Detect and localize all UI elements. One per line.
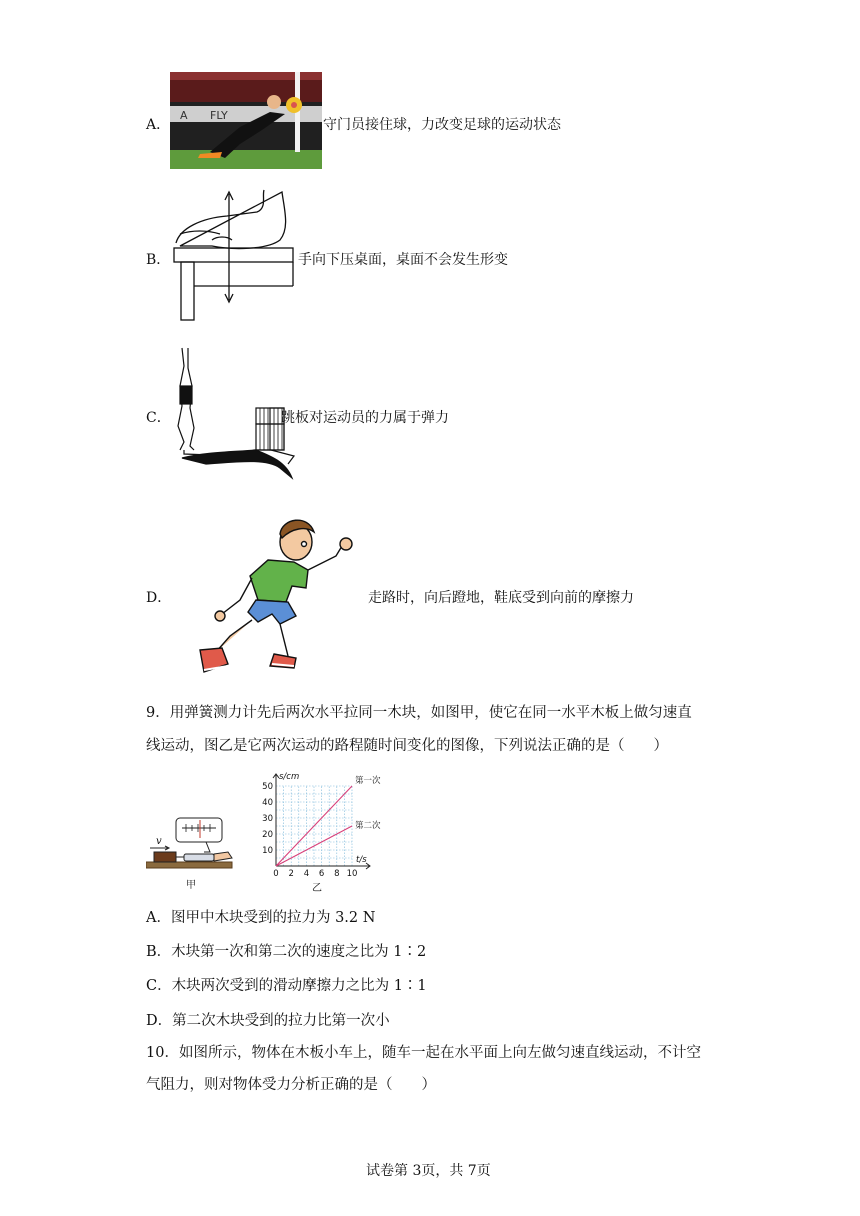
y-tick-label: 10 [262,846,273,856]
series-label: 第二次 [355,821,381,831]
fig-jia-caption: 甲 [186,880,196,891]
q9-stem-line2: 线运动，图乙是它两次运动的路程随时间变化的图像，下列说法正确的是（ ） [146,738,668,754]
page-footer: 试卷第 3页，共 7页 [366,1163,491,1179]
option-b-text: 手向下压桌面，桌面不会发生形变 [298,252,508,268]
x-tick-label: 6 [318,869,325,879]
fig-jia-spring-scale [146,816,236,894]
x-axis-label: t/s [356,855,367,865]
q9-choice-d: D．第二次木块受到的拉力比第一次小 [146,1013,390,1029]
x-tick-label: 4 [303,869,310,879]
fig-yi-chart [256,768,386,894]
option-b-label: B． [146,252,171,268]
fig-jia-velocity-label: v [156,836,162,847]
x-tick-label: 0 [273,869,279,879]
q10-stem-line2: 气阻力，则对物体受力分析正确的是（ ） [146,1077,436,1093]
option-a-text: 守门员接住球，力改变足球的运动状态 [323,117,561,133]
goalkeeper-photo [170,72,322,169]
option-c-label: C． [146,410,171,426]
option-c-text: 跳板对运动员的力属于弹力 [281,410,449,426]
y-tick-label: 20 [262,830,273,840]
option-a-label: A． [146,117,171,133]
s-t-graph [256,768,386,894]
q9-choice-b: B．木块第一次和第二次的速度之比为 1∶2 [146,944,427,960]
series-label: 第一次 [355,776,381,786]
q9-choice-c: C．木块两次受到的滑动摩擦力之比为 1∶1 [146,978,427,994]
y-tick-label: 30 [262,814,273,824]
x-tick-label: 10 [346,869,358,879]
option-d-label: D． [146,590,172,606]
x-tick-label: 8 [334,869,340,879]
q9-choice-a: A．图甲中木块受到的拉力为 3.2 N [146,910,376,926]
q10-stem-line1: 10．如图所示，物体在木板小车上，随车一起在水平面上向左做匀速直线运动，不计空 [146,1045,701,1061]
y-axis-label: s/cm [279,772,300,782]
x-tick-label: 2 [288,869,294,879]
y-tick-label: 40 [262,798,273,808]
svg-text:A: A [180,109,188,122]
q9-stem-line1: 9．用弹簧测力计先后两次水平拉同一木块，如图甲，使它在同一水平木板上做匀速直 [146,705,692,721]
running-boy-drawing [196,516,358,676]
svg-text:FLY: FLY [210,109,228,122]
option-d-text: 走路时，向后蹬地，鞋底受到向前的摩擦力 [368,590,634,606]
diver-on-springboard-drawing [176,346,296,482]
hand-pressing-table-drawing [172,188,296,322]
fig-yi-caption: 乙 [312,883,322,894]
y-tick-label: 50 [262,782,273,792]
